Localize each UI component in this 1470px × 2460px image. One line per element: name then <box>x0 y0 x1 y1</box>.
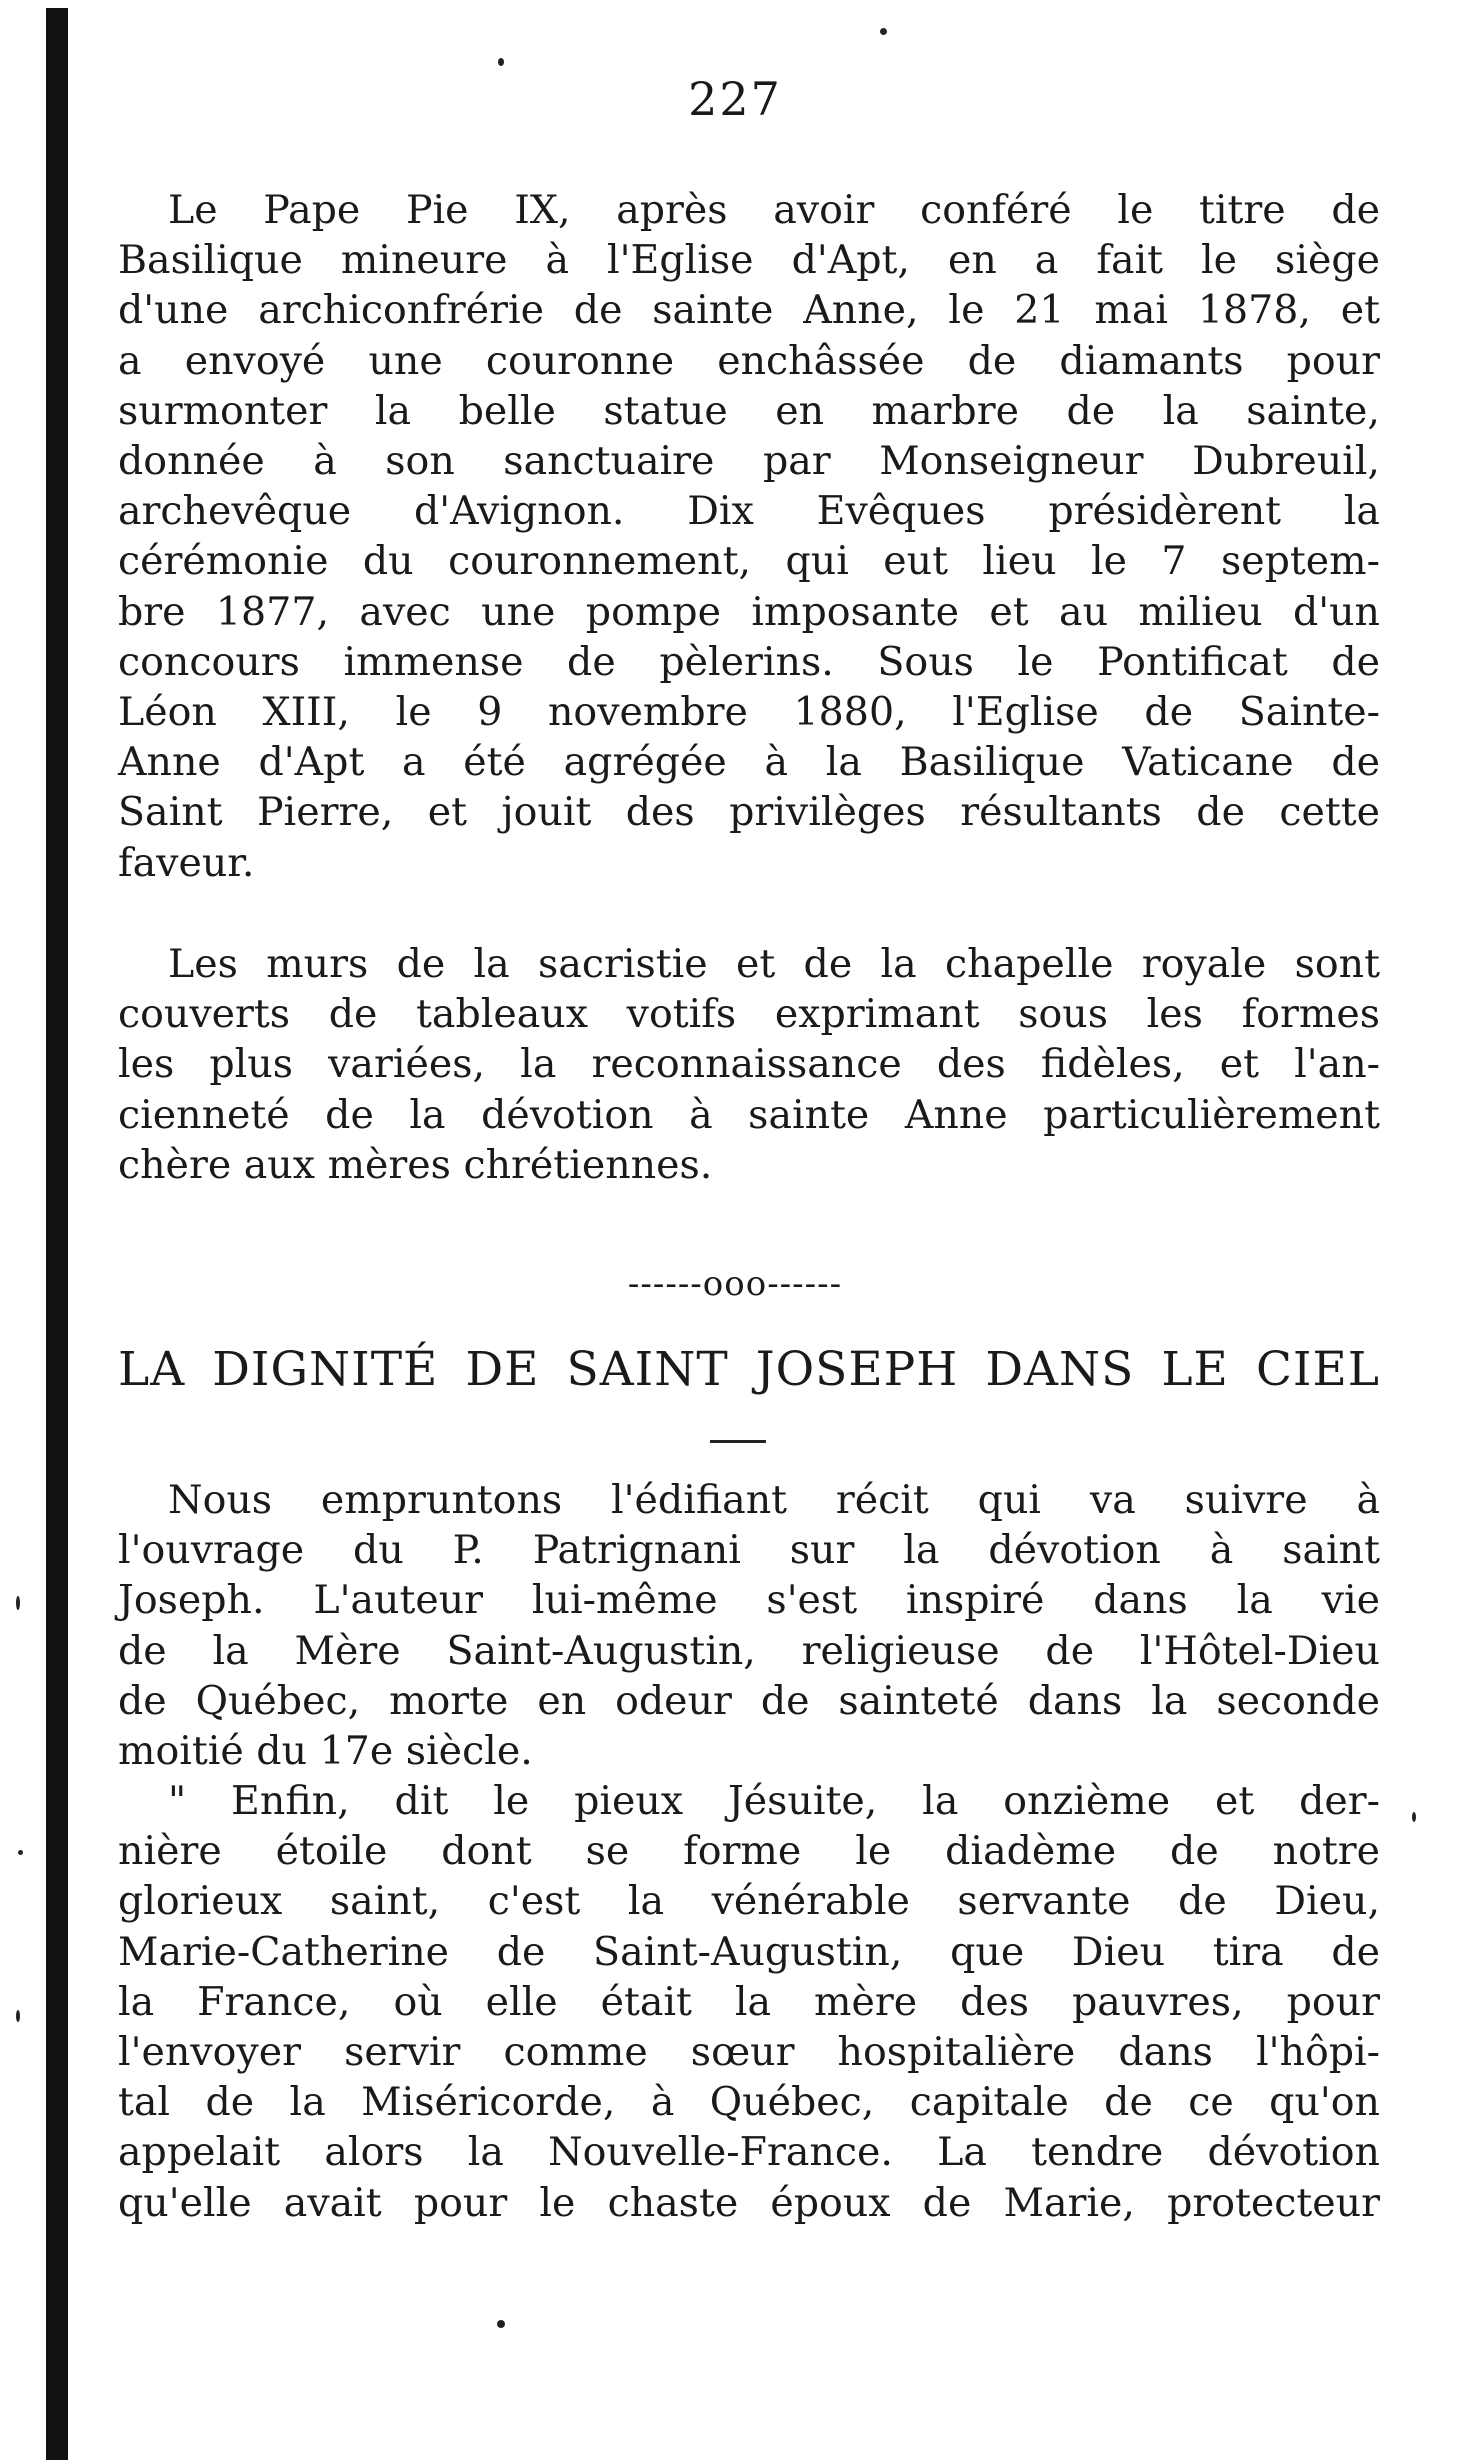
text-line: appelait alors la Nouvelle-France. La tendre dévotion <box>118 2129 1380 2176</box>
text-line: bre 1877, avec une pompe imposante et au milieu d'un <box>118 588 1380 635</box>
heading-rule <box>710 1440 766 1443</box>
text-line: qu'elle avait pour le chaste époux de Marie, protecteur <box>118 2179 1380 2226</box>
text-line: de la Mère Saint-Augustin, religieuse de l'Hôtel-Dieu <box>118 1627 1380 1674</box>
scan-speck <box>16 2010 20 2022</box>
text-line: de Québec, morte en odeur de sainteté dans la seconde <box>118 1677 1380 1724</box>
text-line: surmonter la belle statue en marbre de la sainte, <box>118 387 1380 434</box>
section-separator: ------ooo------ <box>627 1264 843 1304</box>
text-line: Anne d'Apt a été agrégée à la Basilique Vaticane de <box>118 739 1380 786</box>
text-line: les plus variées, la reconnaissance des fidèles, et l'an- <box>118 1041 1380 1088</box>
paragraph-apt-basilica <box>118 185 1380 888</box>
text-line: cérémonie du couronnement, qui eut lieu le 7 septem- <box>118 538 1380 585</box>
text-line: chère aux mères chrétiennes. <box>118 1141 713 1188</box>
text-line: Saint Pierre, et jouit des privilèges résultants de cette <box>118 789 1380 836</box>
text-line: l'ouvrage du P. Patrignani sur la dévotion à saint <box>118 1527 1380 1574</box>
text-line: archevêque d'Avignon. Dix Evêques présidèrent la <box>118 488 1380 535</box>
section-heading: LA DIGNITÉ DE SAINT JOSEPH DANS LE CIEL <box>118 1342 1380 1397</box>
page-number: 227 <box>688 72 782 126</box>
paragraph-introduction <box>118 1475 1380 1776</box>
text-line: Nous empruntons l'édifiant récit qui va suivre à <box>168 1477 1380 1523</box>
text-line: concours immense de pèlerins. Sous le Pontificat de <box>118 638 1380 685</box>
text-line: Léon XIII, le 9 novembre 1880, l'Eglise de Sainte- <box>118 689 1380 736</box>
text-line: cienneté de la dévotion à sainte Anne particulièrement <box>118 1091 1380 1138</box>
scan-speck <box>498 58 504 66</box>
scan-speck <box>18 1850 23 1855</box>
text-line: moitié du 17e siècle. <box>118 1728 533 1775</box>
text-line: glorieux saint, c'est la vénérable servante de Dieu, <box>118 1878 1380 1925</box>
scan-speck <box>1412 1812 1416 1822</box>
text-line: la France, où elle était la mère des pauvres, pour <box>118 1978 1380 2025</box>
text-line: donnée à son sanctuaire par Monseigneur Dubreuil, <box>118 438 1380 485</box>
text-line: Basilique mineure à l'Eglise d'Apt, en a fait le siège <box>118 237 1380 284</box>
text-line: d'une archiconfrérie de sainte Anne, le 21 mai 1878, et <box>118 287 1380 334</box>
text-line: Les murs de la sacristie et de la chapelle royale sont <box>168 941 1380 987</box>
scan-speck <box>16 1596 20 1610</box>
paragraph-quotation <box>118 1776 1380 2228</box>
text-line: a envoyé une couronne enchâssée de diamants pour <box>118 337 1380 384</box>
text-line: faveur. <box>118 839 255 886</box>
text-line: couverts de tableaux votifs exprimant sous les formes <box>118 991 1380 1038</box>
scan-speck <box>497 2320 505 2328</box>
scan-speck <box>880 28 887 35</box>
text-line: Le Pape Pie IX, après avoir conféré le titre de <box>168 187 1380 233</box>
text-line: nière étoile dont se forme le diadème de notre <box>118 1828 1380 1875</box>
text-line: l'envoyer servir comme sœur hospitalière dans l'hôpi- <box>118 2029 1380 2076</box>
binding-edge <box>46 8 68 2460</box>
text-line: " Enfin, dit le pieux Jésuite, la onzième et der- <box>168 1778 1380 1824</box>
text-line: tal de la Miséricorde, à Québec, capitale de ce qu'on <box>118 2079 1380 2126</box>
text-line: Marie-Catherine de Saint-Augustin, que Dieu tira de <box>118 1928 1380 1975</box>
text-line: Joseph. L'auteur lui-même s'est inspiré dans la vie <box>118 1577 1380 1624</box>
paragraph-votive-tablets <box>118 939 1380 1190</box>
